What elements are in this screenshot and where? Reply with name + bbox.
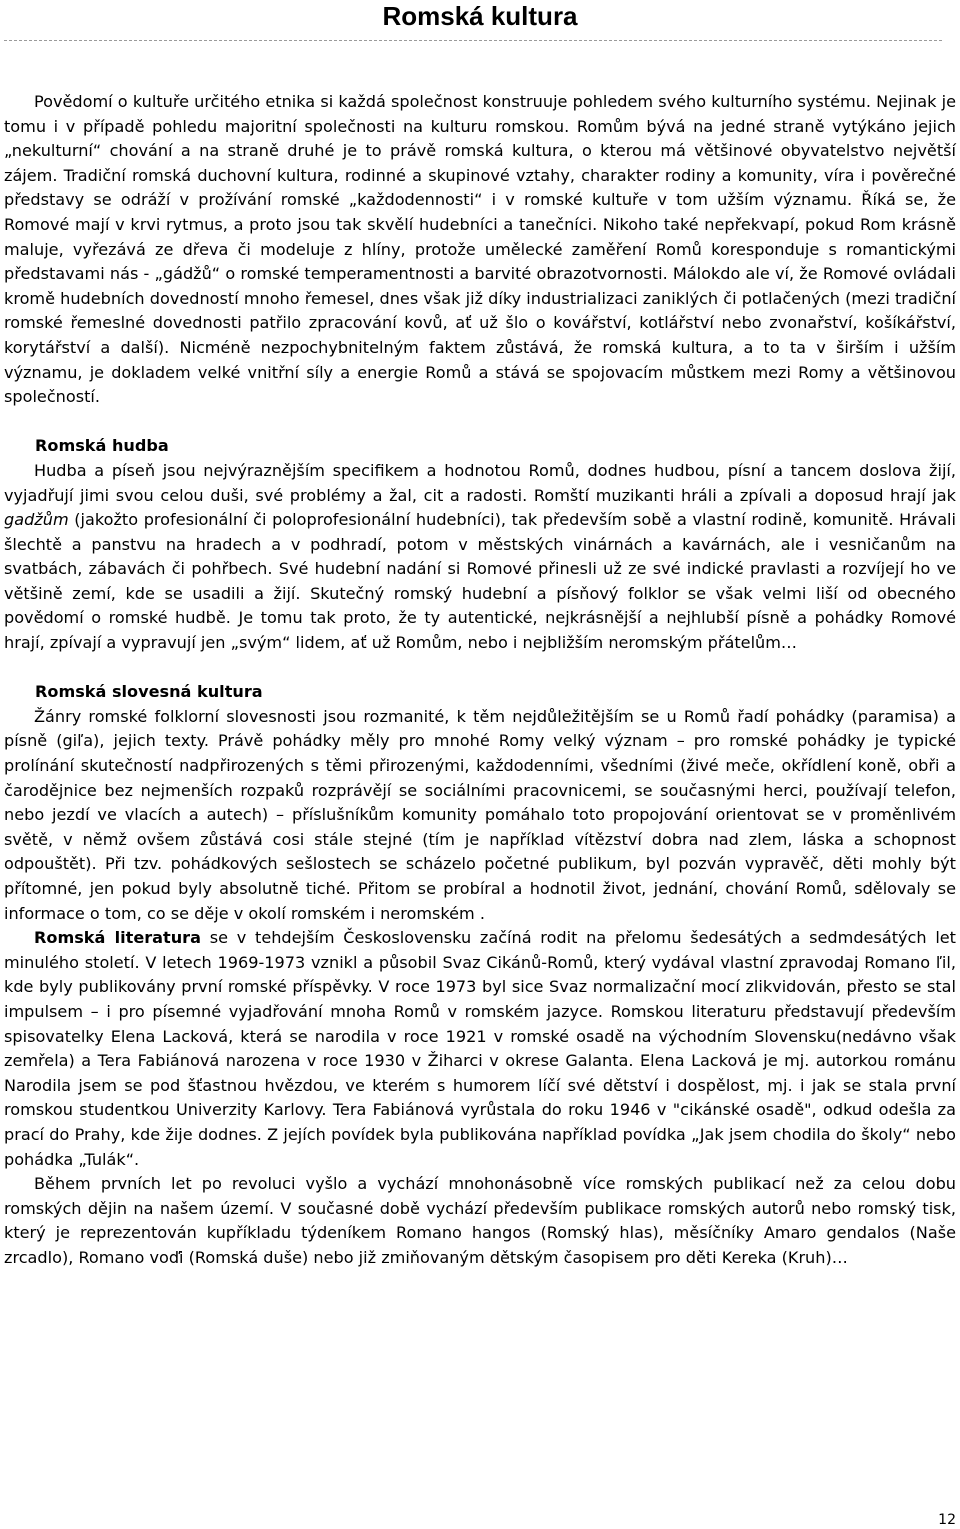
section-spacer (4, 656, 956, 681)
intro-paragraph: Povědomí o kultuře určitého etnika si každá společnost konstruuje pohledem svého kulturního systému. Nejinak je tomu i v případě pohledu majoritní společnosti na kulturu romskou. Romům bývá na jedné straně vytýkáno jejich „nekulturní“ chování a na straně druhé je to právě romská kultura, o kterou má většinové obyvatelstvo největší zájem. Tradiční romská duchovní kultura, rodinné a skupinové vztahy, charakter rodiny a komunity, víra i pověrečné představy se odráží v prožívání romské „každodennosti“ i v romské kultuře v tom užším významu. Říká se, že Romové mají v krvi rytmus, a proto jsou tak skvělí hudebníci a tanečníci. Nikoho také nepřekvapí, pokud Rom krásně maluje, vyřezává ze dřeva či modeluje z hlíny, protože umělecké zaměření Romů koresponduje s romantickými představami nás - „gádžů“ o romské temperamentnosti a barvité obrazotvornosti. Málokdo ale ví, že Romové ovládali kromě hudebních dovedností mnoho řemesel, dnes však již díky industrializaci zaniklých či potlačených (mezi tradiční romské řemeslné dovednosti patřilo zpracování kovů, ať už šlo o kovářství, kotlářství nebo zvonařství, košíkářství, korytářství a další). Nicméně nezpochybnitelným faktem zůstává, že romská kultura, a to ta v širším i užším významu, je dokladem velké vnitřní síly a energie Romů a stává se spojovacím můstkem mezi Romy a většinovou společností. (4, 92, 956, 407)
article-body (4, 90, 956, 1271)
literature-paragraph (4, 926, 956, 1172)
section-spacer (4, 410, 956, 435)
header-divider (4, 40, 942, 41)
page-title: Romská kultura (382, 1, 578, 31)
literature-heading: Romská literatura (34, 928, 201, 948)
literature-paragraph-2: Během prvních let po revoluci vyšlo a vychází mnohonásobně více romských publikací než za celou dobu romských dějin na našem území. V současné době vychází především publikace romských autorů nebo romský tisk, který je reprezentován kupříkladu týdeníkem Romano hangos (Romský hlas), měsíčníky Amaro gendalos (Naše zrcadlo), Romano voďi (Romská duše) nebo již zmiňovaným dětským časopisem pro děti Kereka (Kruh)… (4, 1174, 956, 1267)
oral-heading: Romská slovesná kultura (35, 682, 263, 702)
literature-text: se v tehdejším Československu začíná rodit na přelomu šedesátých a sedmdesátých let minulého století. V letech 1969-1973 vznikl a působil Svaz Cikánů-Romů, který vydával vlastní zpravodaj Romano ľil, kde byly publikovány první romské příspěvky. V roce 1973 byl sice Svaz normalizační mocí zlikvidován, přesto se stal impulsem – i pro písemné vyjadřování mnoha Romů v romském jazyce. Romskou literaturu představují především spisovatelky Elena Lacková, která se narodila v roce 1921 v romské osadě na východním Slovensku(nedávno však zemřela) a Tera Fabiánová narozena v roce 1930 v Žiharci v okrese Galanta. Elena Lacková je mj. autorkou románu Narodila jsem se pod šťastnou hvězdou, ve kterém s humorem líčí své dětství i dospělost, mj. i jak se stala první romskou studentkou Univerzity Karlovy. Tera Fabiánová vyrůstala do roku 1946 v "cikánské osadě", odkud odešla za prací do Prahy, kde žije dodnes. Z jejích povídek byla publikována například povídka „Jak jsem chodila do školy“ nebo pohádka „Tulák“. (4, 928, 956, 1169)
music-text-before: Hudba a píseň jsou nejvýraznějším specifikem a hodnotou Romů, dodnes hudbou, písní a tancem doslova žijí, vyjadřují jimi svou celou duši, své problémy a žal, cit a radosti. Romští muzikanti hráli a zpívali a doposud hrají jak (4, 460, 956, 505)
music-heading: Romská hudba (35, 436, 169, 456)
music-paragraph (4, 459, 956, 656)
oral-paragraph: Žánry romské folklorní slovesnosti jsou rozmanité, k těm nejdůležitějším se u Romů řadí pohádky (paramisa) a písně (giľa), jejich texty. Právě pohádky měly pro mnohé Romy velký význam – pro romské pohádky je typické prolínání skutečností nadpřirozených s těmi přirozenými, každodenními, všedními (živé meče, okřídlení koně, obři a čarodějnice bez nejmenších rozpaků rozprávějí se sociálními pracovnicemi, se současnými herci, používají telefon, nebo jezdí ve vlacích a autech) – příslušníkům komunity pomáhalo toto propojování orientovat se v proměnlivém světě, v němž ovšem zůstává cosi stále stejné (tím je například vítězství dobra nad zlem, láska a schopnost odpouštět). Při tzv. pohádkových sešlostech se scházelo početné publikum, byl pozván vypravěč, děti mohly být přítomné, jen pokud byly absolutně tiché. Přitom se probíral a hodnotil život, jednání, chování Romů, sdělovaly se informace o tom, co se děje v okolí romském i neromském . (4, 706, 956, 923)
music-italic-word: gadžům (4, 510, 69, 530)
music-text-after: (jakožto profesionální či poloprofesionální hudebníci), tak především sobě a vlastní rodině, komunitě. Hrávali šlechtě a panstvu na hradech a v podhradí, potom v městských vinárnách a kavárnách, ale i vesničanům na svatbách, zábavách či pohřbech. Své hudební nadání si Romové přinesli už ze své indické pravlasti a rozvíjejí ho ve většině zemí, kde se usadili a žijí. Skutečný romský hudební a písňový folklor se však velmi liší od obecného povědomí o romské hudbě. Je tomu tak proto, že ty autentické, nejkrásnější a nejhlubší písně a pohádky Romové hrají, zpívají a vypravují jen „svým“ lidem, ať už Romům, nebo i nejbližším neromským přátelům… (4, 510, 956, 653)
page-number: 12 (938, 1512, 956, 1528)
